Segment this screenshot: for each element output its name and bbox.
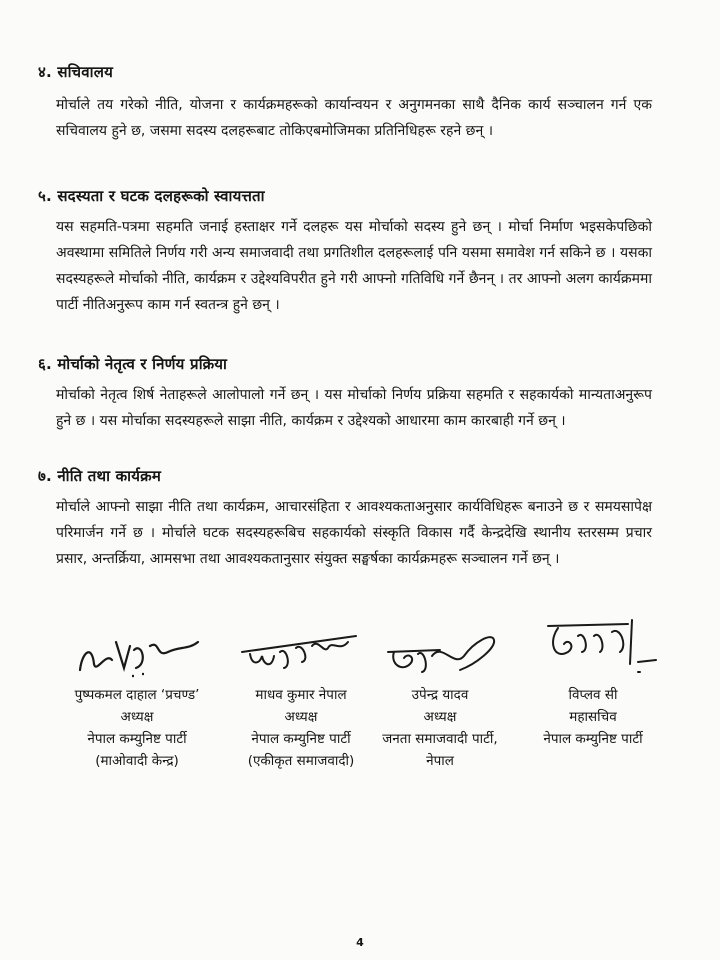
signature-3-image: [370, 612, 510, 684]
signature-1-image: [52, 612, 222, 684]
signatory-2: [226, 612, 376, 772]
signatory-2-party-line-2: (एकीकृत समाजवादी): [247, 753, 355, 769]
signatory-3-title: अध्यक्ष: [423, 709, 457, 725]
section-6-heading: ६. मोर्चाको नेतृत्व र निर्णय प्रक्रिया: [38, 355, 228, 373]
signatory-4-party-line-1: नेपाल कम्युनिष्ट पार्टी: [543, 731, 643, 747]
signatory-3-party-line-2: नेपाल: [426, 753, 454, 769]
signatory-1-name: पुष्पकमल दाहाल ‘प्रचण्ड’: [74, 687, 200, 703]
signatory-4-name: विप्लव सी: [568, 687, 618, 703]
signatory-3: [370, 612, 510, 772]
signature-4-image: [518, 612, 668, 684]
section-6-body: मोर्चाको नेतृत्व शिर्ष नेताहरूले आलोपालो गर्ने छन् । यस मोर्चाको निर्णय प्रक्रिया सहमति र सहकार्यको मान्यताअनुरूप हुने छ । यस मोर्चाका सदस्यहरूले साझा नीति, कार्यक्रम र उद्देश्यको आधारमा काम कारबाही गर्ने छन् ।: [56, 387, 652, 429]
signature-2-image: [226, 612, 376, 684]
signatory-4-title: महासचिव: [569, 709, 617, 725]
signatory-3-name: उपेन्द्र यादव: [411, 687, 469, 703]
signatory-1-party-line-1: नेपाल कम्युनिष्ट पार्टी: [87, 731, 187, 747]
signatory-2-title: अध्यक्ष: [284, 709, 318, 725]
section-7-heading: ७. नीति तथा कार्यक्रम: [38, 467, 162, 485]
section-4-heading: ४. सचिवालय: [38, 63, 113, 81]
signatory-2-party-line-1: नेपाल कम्युनिष्ट पार्टी: [251, 731, 351, 747]
signatory-1-title: अध्यक्ष: [120, 709, 154, 725]
signatory-3-party-line-1: जनता समाजवादी पार्टी,: [382, 731, 498, 747]
signatory-1: [52, 612, 222, 772]
page-number: 4: [356, 936, 364, 949]
section-5-heading: ५. सदस्यता र घटक दलहरूको स्वायत्तता: [38, 187, 265, 205]
signatory-2-name: माधव कुमार नेपाल: [255, 687, 347, 703]
signatory-4: [518, 612, 668, 750]
signatory-1-party-line-2: (माओवादी केन्द्र): [95, 753, 179, 769]
section-4-body: मोर्चाले तय गरेको नीति, योजना र कार्यक्रमहरूको कार्यान्वयन र अनुगमनका साथै दैनिक कार्य सञ्चालन गर्न एक सचिवालय हुने छ, जसमा सदस्य दलहरूबाट तोकिएबमोजिमका प्रतिनिधिहरू रहने छन् ।: [56, 97, 652, 139]
section-7-body: मोर्चाले आफ्नो साझा नीति तथा कार्यक्रम, आचारसंहिता र आवश्यकताअनुसार कार्यविधिहरू बनाउने छ र समयसापेक्ष परिमार्जन गर्ने छ । मोर्चाले घटक सदस्यहरूबिच सहकार्यको संस्कृति विकास गर्दै केन्द्रदेखि स्थानीय स्तरसम्म प्रचार प्रसार, अन्तर्क्रिया, आमसभा तथा आवश्यकतानुसार संयुक्त सङ्घर्षका कार्यक्रमहरू सञ्चालन गर्ने छन् ।: [56, 499, 652, 567]
section-5-body: यस सहमति-पत्रमा सहमति जनाई हस्ताक्षर गर्ने दलहरू यस मोर्चाको सदस्य हुने छन् । मोर्चा निर्माण भइसकेपछिको अवस्थामा समितिले निर्णय गरी अन्य समाजवादी तथा प्रगतिशील दलहरूलाई पनि यसमा समावेश गर्न सकिने छ । यसका सदस्यहरूले मोर्चाको नीति, कार्यक्रम र उद्देश्यविपरीत हुने गरी आफ्नो गतिविधि गर्ने छैनन् । तर आफ्नो अलग कार्यक्रममा पार्टी नीतिअनुरूप काम गर्न स्वतन्त्र हुने छन् ।: [56, 219, 652, 313]
